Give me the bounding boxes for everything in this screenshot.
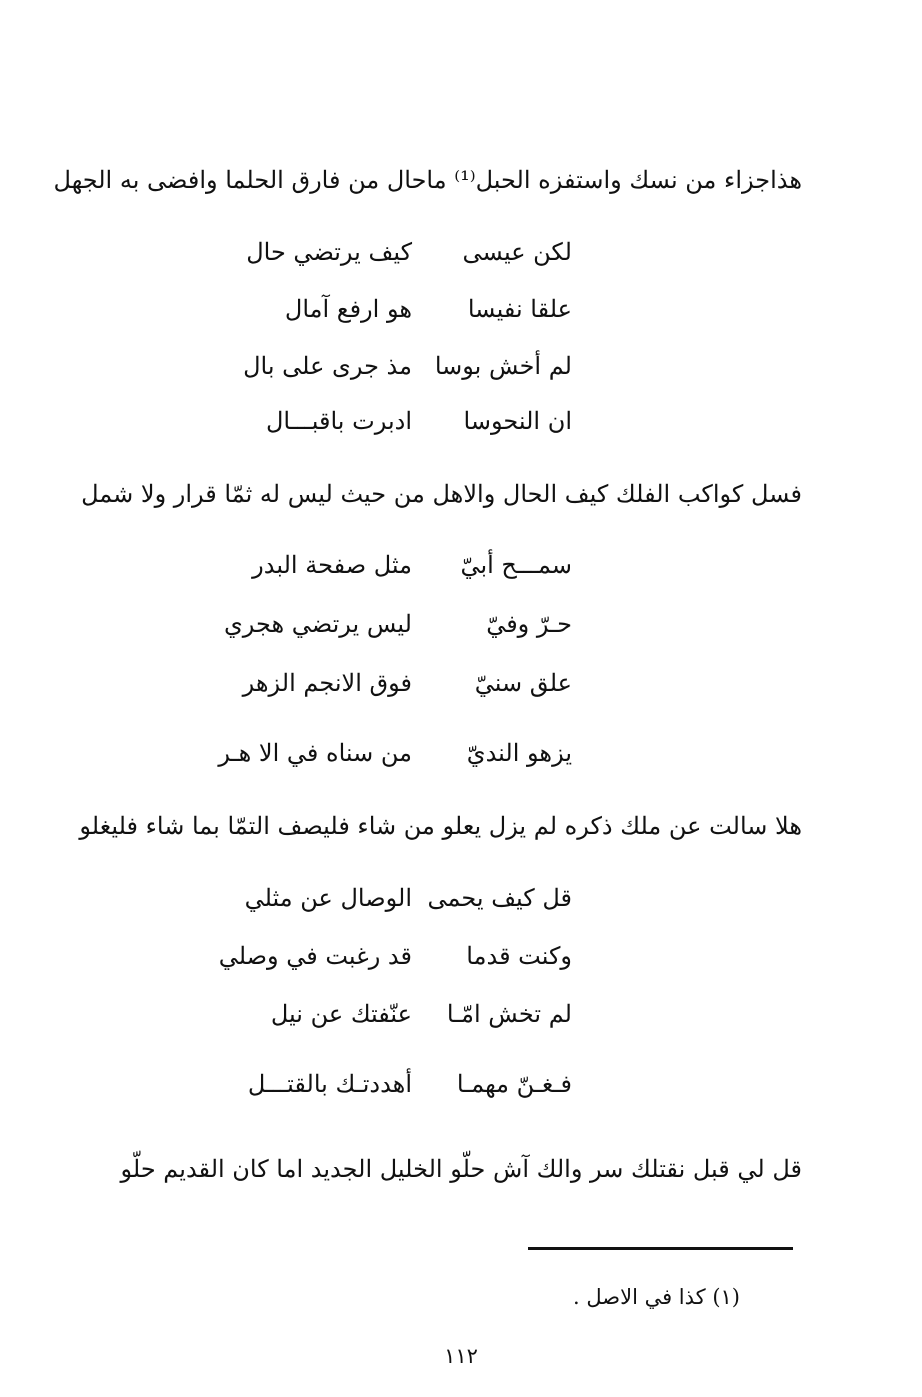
stanza-3-line-1-right: قل كيف يحمى	[427, 884, 572, 912]
verse-line-3: هلا سالت عن ملك ذكره لم يزل يعلو من شاء فليصف التمّا بما شاء فليغلو	[79, 812, 802, 840]
stanza-3-line-2-right: وكنت قدما	[466, 942, 572, 970]
stanza-2-line-4-left: من سناه في الا هـر	[218, 739, 412, 767]
stanza-3-line-2-left: قد رغبت في وصلي	[218, 942, 412, 970]
stanza-1-line-1-left: كيف يرتضي حال	[246, 238, 412, 266]
stanza-3-line-3-right: لم تخش امّـا	[446, 1000, 572, 1028]
stanza-1-line-2-left: هو ارفع آمال	[284, 295, 412, 323]
verse-line-4: قل لي قبل نقتلك سر والك آش حلّو الخليل الجديد اما كان القديم حلّو	[120, 1155, 802, 1183]
stanza-2-line-3-right: علق سنيّ	[474, 669, 572, 697]
stanza-3-line-3-left: عنّفتك عن نيل	[270, 1000, 412, 1028]
stanza-3-line-1-left: الوصال عن مثلي	[244, 884, 412, 912]
stanza-2-line-1-left: مثل صفحة البدر	[252, 551, 412, 579]
stanza-2-line-4-right: يزهو النديّ	[466, 739, 572, 767]
stanza-2-line-2-right: حـرّ وفيّ	[486, 610, 572, 638]
footnote: (١) كذا في الاصل .	[573, 1285, 740, 1309]
stanza-3-line-4-right: فـغـنّ مهمـا	[456, 1070, 572, 1098]
stanza-1-line-4-right: ان النحوسا	[463, 407, 572, 435]
stanza-1-line-4-left: ادبرت باقبـــال	[265, 407, 412, 435]
footnote-divider	[528, 1247, 793, 1250]
stanza-2-line-1-right: سمـــح أبيّ	[460, 551, 572, 579]
stanza-1-line-3-left: مذ جرى على بال	[243, 352, 412, 380]
stanza-3-line-4-left: أهددتـك بالقتـــل	[247, 1070, 412, 1098]
stanza-1-line-1-right: لكن عيسى	[462, 238, 572, 266]
page-number: ١١٢	[444, 1344, 478, 1368]
verse-line-2: فسل كواكب الفلك كيف الحال والاهل من حيث ليس له ثمّا قرار ولا شمل	[81, 480, 802, 508]
stanza-1-line-3-right: لم أخش بوسا	[434, 352, 572, 380]
stanza-1-line-2-right: علقا نفيسا	[467, 295, 572, 323]
stanza-2-line-3-left: فوق الانجم الزهر	[242, 669, 412, 697]
stanza-2-line-2-left: ليس يرتضي هجري	[223, 610, 412, 638]
verse-line-1: هذاجزاء من نسك واستفزه الحبل⁽¹⁾ ماحال من فارق الحلما وافضى به الجهل	[53, 166, 802, 194]
